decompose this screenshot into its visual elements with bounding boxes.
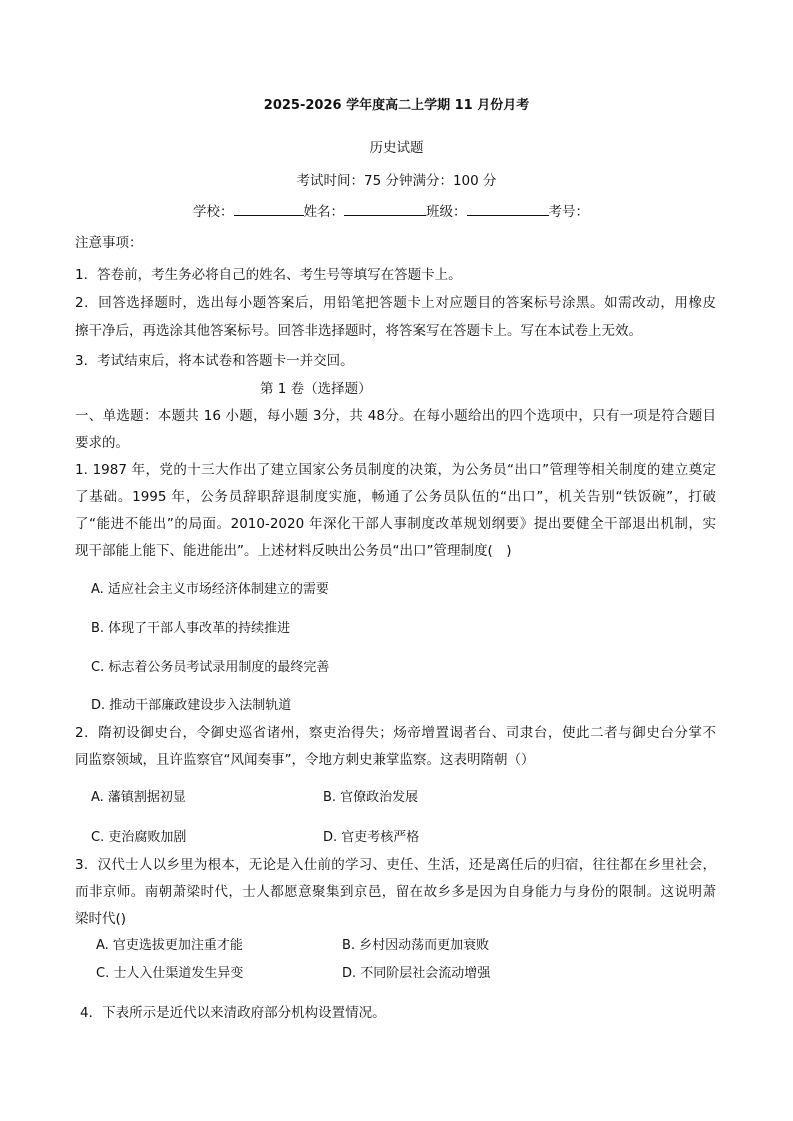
q1-option-a: A. 适应社会主义市场经济体制建立的需要 [91, 582, 329, 597]
q1-stem-line-4: 现干部能上能下、能进能出”。上述材料反映出公务员“出口”管理制度( ) [75, 543, 512, 559]
q3-option-a: A. 官吏选拔更加注重才能 [96, 938, 243, 953]
q1-option-b: B. 体现了干部人事改革的持续推进 [91, 621, 291, 636]
q2-option-b: B. 官僚政治发展 [323, 790, 419, 805]
section-intro-line-2: 要求的。 [75, 435, 129, 451]
q2-option-a: A. 藩镇割据初显 [91, 790, 186, 805]
student-info-row [193, 203, 589, 221]
number-label: 考号： [548, 204, 589, 220]
name-blank[interactable] [344, 203, 426, 216]
q3-option-d: D. 不同阶层社会流动增强 [342, 966, 491, 981]
q2-stem-line-2: 同监察领域，且许监察官“风闻奏事”，令地方刺史兼掌监察。这表明隋朝（） [75, 752, 535, 768]
exam-title: 2025-2026 学年度高二上学期 11 月份月考 [263, 98, 530, 113]
class-label: 班级： [426, 204, 467, 220]
note-1: 1．答卷前，考生务必将自己的姓名、考生号等填写在答题卡上。 [75, 267, 462, 283]
q1-stem-line-1: 1. 1987 年，党的十三大作出了建立国家公务员制度的决策，为公务员“出口”管理等相关制度的建立奠定 [75, 462, 716, 478]
q3-stem-line-3: 梁时代() [75, 911, 127, 927]
name-label: 姓名： [303, 204, 344, 220]
q3-stem-line-2: 而非京师。南朝萧梁时代，士人都愿意聚集到京邑，留在故乡多是因为自身能力与身份的限制。这说明萧 [75, 884, 716, 900]
section-intro-line-1: 一、单选题：本题共 16 小题，每小题 3分，共 48分。在每小题给出的四个选项中，只有一项是符合题目 [75, 408, 716, 424]
q1-option-c: C. 标志着公务员考试录用制度的最终完善 [91, 660, 330, 675]
note-3: 3．考试结束后，将本试卷和答题卡一并交回。 [75, 353, 354, 369]
q2-option-d: D. 官吏考核严格 [323, 830, 420, 845]
q2-stem-line-1: 2．隋初设御史台，令御史巡省诸州，察吏治得失；炀帝增置谒者台、司隶台，使此二者与御史台分掌不 [75, 725, 716, 741]
q1-option-d: D. 推动干部廉政建设步入法制轨道 [91, 698, 292, 713]
section-title: 第 1 卷（选择题） [260, 381, 372, 397]
q1-stem-line-2: 了基础。1995 年，公务员辞职辞退制度实施，畅通了公务员队伍的“出口”，机关告别“铁饭碗”，打破 [75, 489, 716, 505]
school-label: 学校： [193, 204, 234, 220]
q3-option-b: B. 乡村因动荡而更加衰败 [342, 938, 490, 953]
q4-stem-line-1: 4．下表所示是近代以来清政府部分机构设置情况。 [80, 1005, 386, 1021]
note-2-line-1: 2．回答选择题时，选出每小题答案后，用铅笔把答题卡上对应题目的答案标号涂黑。如需改动，用橡皮 [75, 295, 716, 311]
q3-option-c: C. 士人入仕渠道发生异变 [96, 966, 244, 981]
exam-info: 考试时间：75 分钟满分：100 分 [296, 173, 497, 189]
q2-option-c: C. 吏治腐败加剧 [91, 830, 187, 845]
q1-stem-line-3: 了“能进不能出”的局面。2010-2020 年深化干部人事制度改革规划纲要》提出要健全干部退出机制，实 [75, 516, 716, 532]
q3-stem-line-1: 3．汉代士人以乡里为根本，无论是入仕前的学习、吏任、生活，还是离任后的归宿，往往都在乡里社会， [75, 857, 716, 873]
exam-subject: 历史试题 [369, 140, 424, 156]
school-blank[interactable] [234, 203, 304, 216]
class-blank[interactable] [467, 203, 549, 216]
notes-heading: 注意事项： [75, 235, 143, 251]
note-2-line-2: 擦干净后，再选涂其他答案标号。回答非选择题时，将答案写在答题卡上。写在本试卷上无效。 [75, 323, 642, 339]
